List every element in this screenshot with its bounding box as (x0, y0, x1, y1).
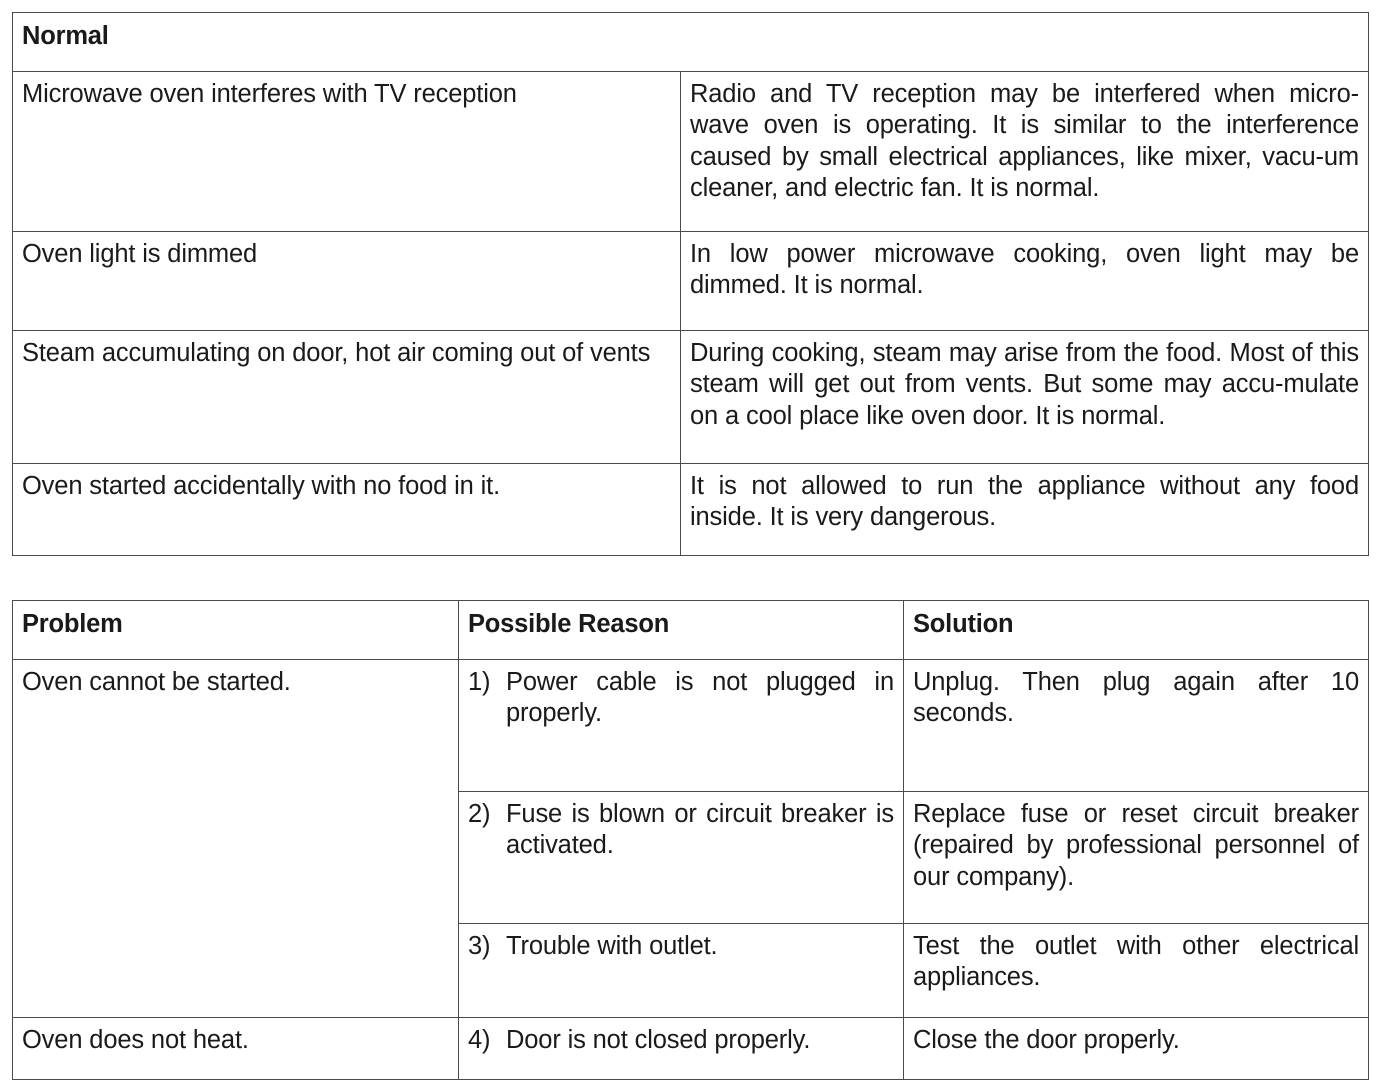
reason-marker: 3) (468, 932, 491, 960)
reason-cell (459, 660, 904, 792)
normal-explanation-cell: In low power microwave cooking, oven light may be dimmed. It is normal. (681, 232, 1369, 331)
table-row (13, 331, 1369, 464)
normal-symptom-cell: Microwave oven interferes with TV reception (13, 72, 681, 232)
reason-marker: 4) (468, 1026, 491, 1054)
normal-table-header: Normal (13, 13, 1369, 72)
problem-cell: Oven cannot be started. (13, 660, 459, 1018)
table-header-row (13, 601, 1369, 660)
reason-numbered-item (468, 667, 894, 730)
troubleshooting-table (12, 600, 1369, 1080)
reason-text: Trouble with outlet. (506, 932, 718, 960)
normal-explanation-cell: Radio and TV reception may be interfered when micro-wave oven is operating. It is similar to the interference caused by small electrical appliances, like mixer, vacu-um cleaner, and electric fan. It is normal. (681, 72, 1369, 232)
table-row (13, 1018, 1369, 1080)
solution-cell: Replace fuse or reset circuit breaker (repaired by professional personnel of our company). (904, 792, 1369, 924)
table-row (13, 72, 1369, 232)
column-header-possible-reason: Possible Reason (459, 601, 904, 660)
reason-text: Fuse is blown or circuit breaker is activated. (506, 800, 894, 860)
problem-cell: Oven does not heat. (13, 1018, 459, 1080)
reason-text: Door is not closed properly. (506, 1026, 811, 1054)
normal-symptom-cell: Oven light is dimmed (13, 232, 681, 331)
reason-cell (459, 792, 904, 924)
normal-symptom-cell: Oven started accidentally with no food in it. (13, 464, 681, 556)
reason-numbered-item (468, 931, 894, 962)
table-header-row (13, 13, 1369, 72)
reason-numbered-item (468, 799, 894, 862)
reason-marker: 2) (468, 800, 491, 828)
table-row (13, 464, 1369, 556)
normal-symptom-cell: Steam accumulating on door, hot air coming out of vents (13, 331, 681, 464)
normal-conditions-table (12, 12, 1369, 556)
solution-cell: Test the outlet with other electrical appliances. (904, 924, 1369, 1018)
reason-cell (459, 924, 904, 1018)
column-header-problem: Problem (13, 601, 459, 660)
solution-cell: Unplug. Then plug again after 10 seconds. (904, 660, 1369, 792)
normal-explanation-cell: It is not allowed to run the appliance without any food inside. It is very dangerous. (681, 464, 1369, 556)
reason-cell (459, 1018, 904, 1080)
table-row (13, 660, 1369, 792)
solution-cell: Close the door properly. (904, 1018, 1369, 1080)
reason-numbered-item (468, 1025, 894, 1056)
reason-marker: 1) (468, 668, 491, 696)
reason-text: Power cable is not plugged in properly. (506, 668, 894, 728)
normal-explanation-cell: During cooking, steam may arise from the food. Most of this steam will get out from vents. But some may accu-mulate on a cool place like oven door. It is normal. (681, 331, 1369, 464)
table-row (13, 232, 1369, 331)
column-header-solution: Solution (904, 601, 1369, 660)
